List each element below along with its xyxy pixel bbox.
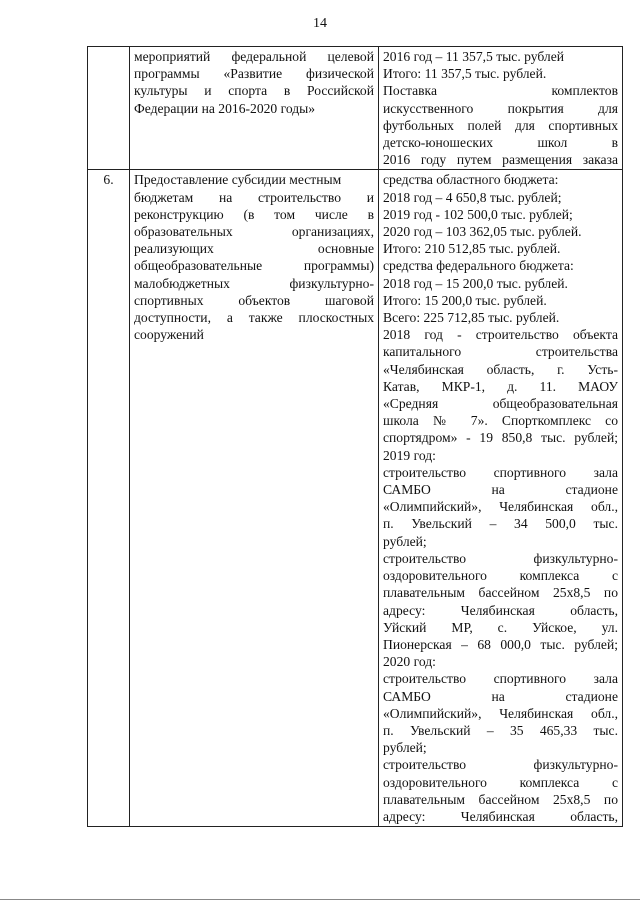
program-table <box>87 46 623 827</box>
details-line: Итого: 210 512,85 тыс. рублей. <box>383 241 561 257</box>
details-line: строительство спортивного зала <box>383 671 618 687</box>
details-line: «Олимпийский», Челябинская обл., <box>383 705 618 721</box>
description-cell <box>130 47 379 170</box>
details-line: школа № 7». Спорткомплекс со <box>383 413 618 429</box>
details-line: искусственного покрытия для <box>383 100 618 116</box>
details-line: Всего: 225 712,85 тыс. рублей. <box>383 310 560 326</box>
description-line: образовательных организациях, <box>134 224 374 240</box>
row-number-cell <box>88 47 130 170</box>
page-bottom-rule <box>0 899 640 900</box>
details-line: п. Увельский – 34 500,0 тыс. <box>383 516 618 532</box>
details-line: рублей; <box>383 740 427 756</box>
description-line: программы «Развитие физической <box>134 66 374 82</box>
details-line: средства федерального бюджета: <box>383 258 574 274</box>
details-line: плавательным бассейном 25х8,5 по <box>383 585 618 601</box>
details-line: оздоровительного комплекса с <box>383 568 618 584</box>
details-line: строительство физкультурно- <box>383 757 618 773</box>
details-line: САМБО на стадионе <box>383 688 618 704</box>
description-line: спортивных объектов шаговой <box>134 292 374 308</box>
details-line: п. Увельский – 35 465,33 тыс. <box>383 722 618 738</box>
details-line: оздоровительного комплекса с <box>383 774 618 790</box>
details-line: 2016 год – 11 357,5 тыс. рублей <box>383 49 565 64</box>
details-line: 2018 год – 4 650,8 тыс. рублей; <box>383 189 562 205</box>
description-line: Федерации на 2016-2020 годы» <box>134 100 316 116</box>
description-line: малобюджетных физкультурно- <box>134 275 374 291</box>
details-line: футбольных полей для спортивных <box>383 117 618 133</box>
details-line: строительство спортивного зала <box>383 464 618 480</box>
details-line: детско-юношеских школ в <box>383 135 618 151</box>
details-line: Итого: 15 200,0 тыс. рублей. <box>383 292 547 308</box>
details-line: спортядром» - 19 850,8 тыс. рублей; <box>383 430 618 446</box>
table-body <box>88 47 623 827</box>
details-line: 2019 год: <box>383 447 436 463</box>
details-line: 2018 год - строительство объекта <box>383 327 618 343</box>
details-line: 2019 год - 102 500,0 тыс. рублей; <box>383 206 573 222</box>
details-line: Итого: 11 357,5 тыс. рублей. <box>383 66 547 82</box>
details-line: адресу: Челябинская область, <box>383 808 618 824</box>
description-line: культуры и спорта в Российской <box>134 83 374 99</box>
description-line: бюджетам на строительство и <box>134 189 374 205</box>
details-cell <box>379 47 623 170</box>
table-row <box>88 170 623 827</box>
details-cell <box>379 170 623 827</box>
details-line: Катав, МКР-1, д. 11. МАОУ <box>383 378 618 394</box>
details-line: 2020 год – 103 362,05 тыс. рублей. <box>383 224 582 240</box>
details-line: 2018 год – 15 200,0 тыс. рублей. <box>383 275 568 291</box>
details-line: Поставка комплектов <box>383 83 618 99</box>
description-line: Предоставление субсидии местным <box>134 172 342 188</box>
table-row <box>88 47 623 170</box>
details-line: САМБО на стадионе <box>383 482 618 498</box>
details-line: капитального строительства <box>383 344 618 360</box>
details-line: плавательным бассейном 25х8,5 по <box>383 791 618 807</box>
description-line: реконструкцию (в том числе в <box>134 206 374 222</box>
details-line: 2020 год: <box>383 654 436 670</box>
description-line: мероприятий федеральной целевой <box>134 49 374 64</box>
description-line: сооружений <box>134 327 204 343</box>
details-line: «Средняя общеобразовательная <box>383 396 618 412</box>
details-line: «Челябинская область, г. Усть- <box>383 361 618 377</box>
details-line: рублей; <box>383 533 427 549</box>
details-line: Уйский МР, с. Уйское, ул. <box>383 619 618 635</box>
row-number-cell: 6. <box>88 170 130 827</box>
details-line: средства областного бюджета: <box>383 172 559 188</box>
details-line: «Олимпийский», Челябинская обл., <box>383 499 618 515</box>
description-cell <box>130 170 379 827</box>
details-line: адресу: Челябинская область, <box>383 602 618 618</box>
description-line: общеобразовательные программы) <box>134 258 374 274</box>
description-line: доступности, а также плоскостных <box>134 310 374 326</box>
details-line: Пионерская – 68 000,0 тыс. рублей; <box>383 636 618 652</box>
description-line: реализующих основные <box>134 241 374 257</box>
page-number: 14 <box>313 16 327 31</box>
details-line: 2016 году путем размещения заказа <box>383 152 618 168</box>
details-line: строительство физкультурно- <box>383 550 618 566</box>
